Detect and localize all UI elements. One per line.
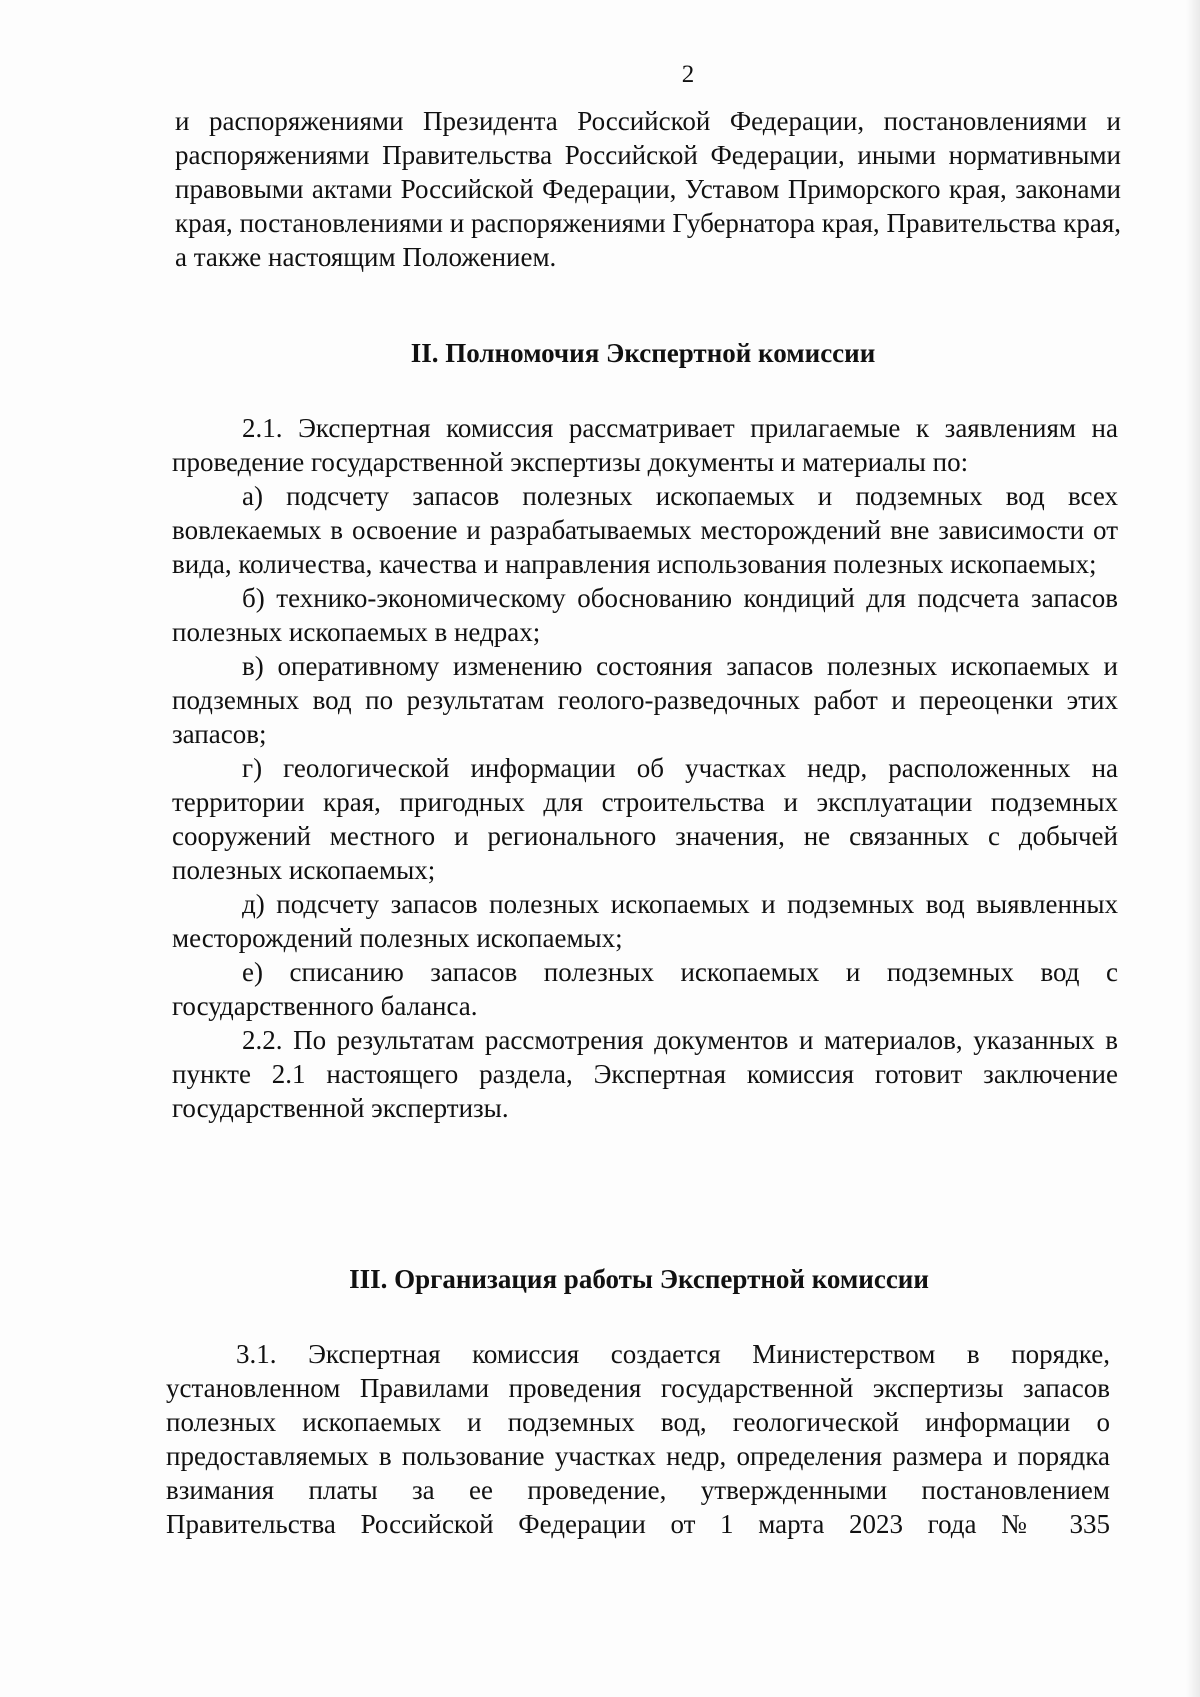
intro-block (175, 104, 1121, 274)
page-edge-shadow (1186, 0, 1200, 1697)
list-item-e: е) списанию запасов полезных ископаемых и подземных вод с государственного баланса. (172, 957, 1118, 1021)
list-item-g: г) геологической информации об участках недр, расположенных на территории края, пригодных для строительства и эксплуатации подземных сооружений местного и регионального значения, не связанных с добычей полезных ископаемых; (172, 753, 1118, 885)
paragraph-3-1: 3.1. Экспертная комиссия создается Министерством в порядке, установленном Правилами проведения государственной экспертизы запасов полезных ископаемых и подземных вод, геологической информации о предоставляемых в пользование участках недр, определения размера и порядка взимания платы за ее проведение, утвержденными постановлением Правительства Российской Федерации от 1 марта 2023 года № 335 (166, 1339, 1110, 1539)
paragraph-2-2: 2.2. По результатам рассмотрения документов и материалов, указанных в пункте 2.1 настоящего раздела, Экспертная комиссия готовит заключение государственной экспертизы. (172, 1025, 1118, 1123)
intro-paragraph: и распоряжениями Президента Российской Федерации, постановлениями и распоряжениями Правительства Российской Федерации, иными нормативными правовыми актами Российской Федерации, Уставом Приморского края, законами края, постановлениями и распоряжениями Губернатора края, Правительства края, а также настоящим Положением. (175, 106, 1121, 272)
section-3-body (166, 1337, 1110, 1541)
list-item-v: в) оперативному изменению состояния запасов полезных ископаемых и подземных вод по результатам геолого-разведочных работ и переоценки этих запасов; (172, 651, 1118, 749)
page-number: 2 (681, 61, 695, 88)
section-3-heading: III. Организация работы Экспертной комиссии (349, 1264, 929, 1294)
list-item-d: д) подсчету запасов полезных ископаемых и подземных вод выявленных месторождений полезных ископаемых; (172, 889, 1118, 953)
section-2-body (172, 411, 1118, 1125)
section-2-heading: II. Полномочия Экспертной комиссии (410, 338, 876, 368)
list-item-a: а) подсчету запасов полезных ископаемых и подземных вод всех вовлекаемых в освоение и разрабатываемых месторождений вне зависимости от вида, количества, качества и направления использования полезных ископаемых; (172, 481, 1118, 579)
paragraph-2-1: 2.1. Экспертная комиссия рассматривает прилагаемые к заявлениям на проведение государственной экспертизы документы и материалы по: (172, 413, 1118, 477)
list-item-b: б) технико-экономическому обоснованию кондиций для подсчета запасов полезных ископаемых в недрах; (172, 583, 1118, 647)
